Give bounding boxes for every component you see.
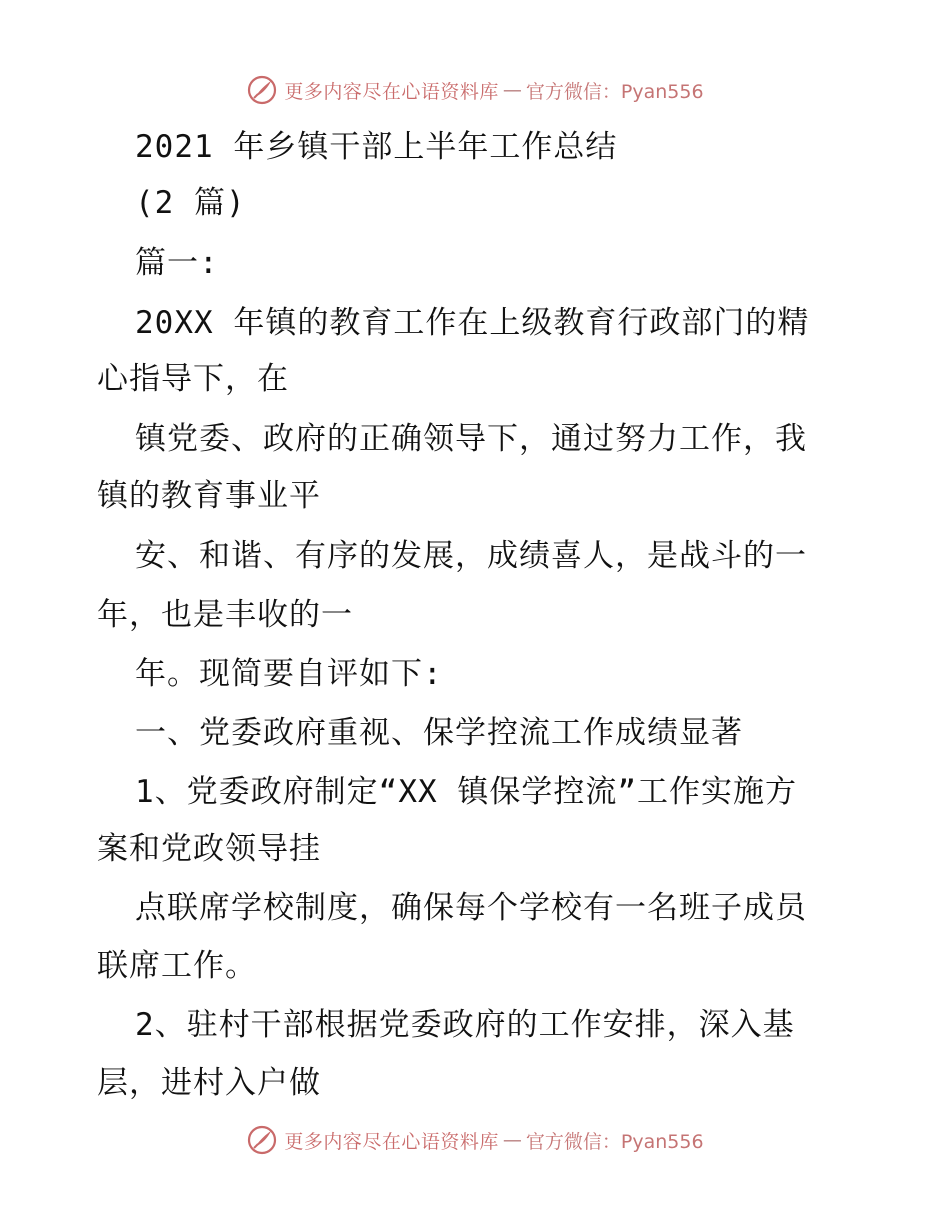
watermark-dash: — [502, 1129, 522, 1151]
paragraph-line: 点联席学校制度，确保每个学校有一名班子成员 [135, 890, 807, 926]
paragraph-line: 安、和谐、有序的发展，成绩喜人，是战斗的一 [135, 538, 807, 574]
document-subtitle: (2 篇) [135, 185, 246, 221]
feather-pen-seal-icon [246, 1124, 278, 1156]
section-heading: 篇一: [135, 245, 219, 281]
paragraph-line: 年，也是丰收的一 [97, 597, 353, 633]
section-subheading: 一、党委政府重视、保学控流工作成绩显著 [135, 715, 743, 751]
watermark-dash: — [502, 79, 522, 101]
watermark-main-text: 更多内容尽在心语资料库 [284, 1130, 499, 1153]
document-title: 2021 年乡镇干部上半年工作总结 [135, 129, 618, 165]
paragraph-line: 层，进村入户做 [97, 1065, 321, 1101]
paragraph-line: 年。现简要自评如下: [135, 656, 443, 692]
watermark-main-text: 更多内容尽在心语资料库 [284, 80, 499, 103]
watermark-wechat-text: 官方微信：Pyan556 [525, 80, 704, 103]
paragraph-line: 1、党委政府制定“XX 镇保学控流”工作实施方 [135, 774, 797, 810]
watermark-wechat-text: 官方微信：Pyan556 [525, 1130, 704, 1153]
paragraph-line: 镇的教育事业平 [97, 478, 321, 514]
paragraph-line: 心指导下，在 [97, 361, 289, 397]
paragraph-line: 案和党政领导挂 [97, 831, 321, 867]
watermark-footer [0, 1120, 950, 1160]
paragraph-line: 联席工作。 [97, 948, 257, 984]
paragraph-line: 20XX 年镇的教育工作在上级教育行政部门的精 [135, 305, 810, 341]
paragraph-line: 镇党委、政府的正确领导下，通过努力工作，我 [135, 421, 807, 457]
paragraph-line: 2、驻村干部根据党委政府的工作安排，深入基 [135, 1007, 795, 1043]
